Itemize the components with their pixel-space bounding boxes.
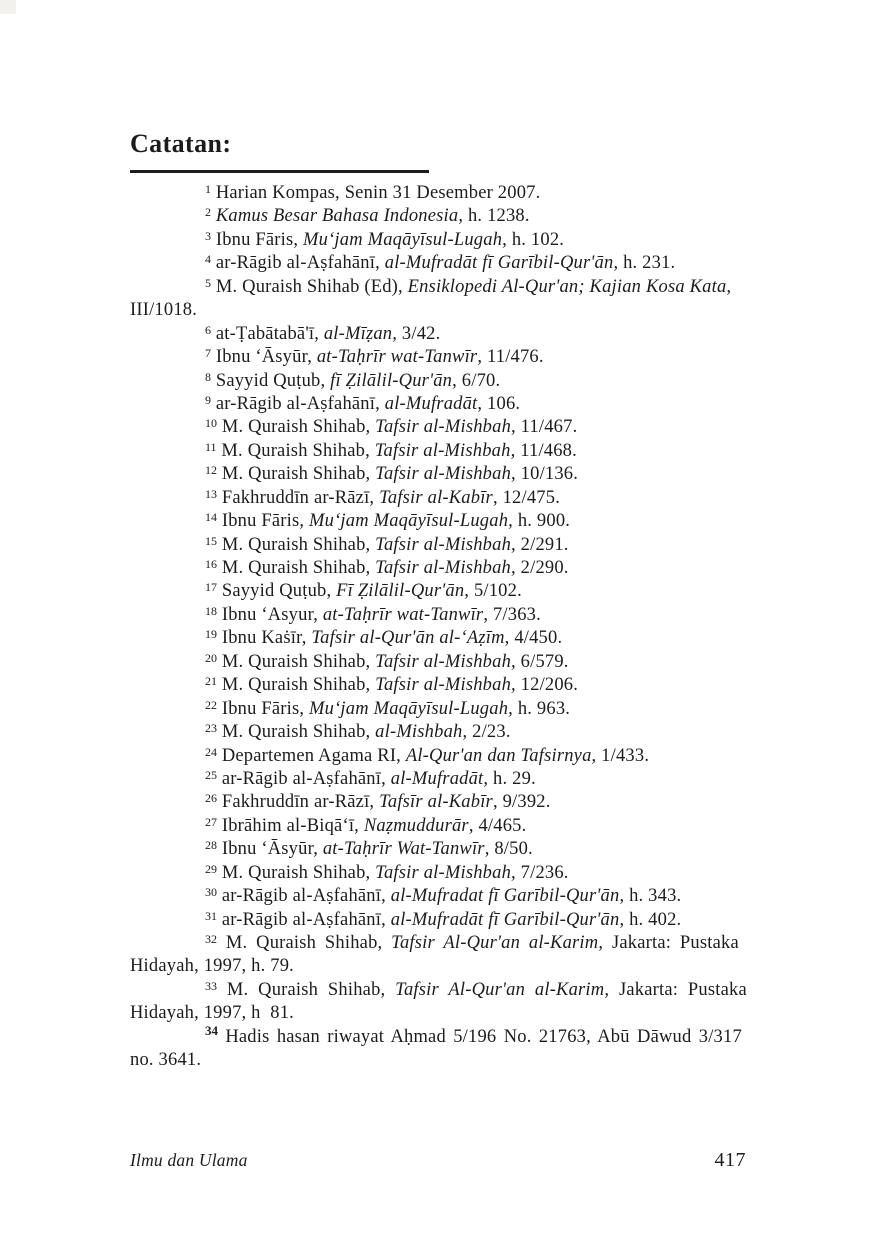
- footnote-text: M. Quraish Shihab (Ed),: [215, 276, 408, 297]
- footnote-text: 3/42.: [397, 323, 441, 344]
- footnote-text: Departemen Agama RI,: [221, 745, 406, 766]
- footnote-text: M. Quraish Shihab,: [221, 464, 376, 485]
- footnote-text: ar-Rāgib al-Aṣfahānī,: [221, 886, 391, 907]
- footnote-title-text: Naẓmuddurār: [363, 815, 469, 836]
- footnote-text: 7/236.: [515, 862, 569, 883]
- footnote-title-text: al-Mishbah: [375, 722, 463, 743]
- page-number: 417: [714, 1149, 746, 1171]
- footnote-continuation-line: [130, 955, 752, 978]
- footnote-line-3: 3 Ibnu Fāris, Mu‘jam Maqāyīsul-Lugah, h. 102.: [205, 228, 565, 250]
- footnote-title-text: Tafsir al-Mishbah,: [375, 417, 516, 438]
- footnote-line-19: 19 Ibnu Kaṡīr, Tafsir al-Qur'ān al-‘Aẓīm, 4/450.: [205, 627, 563, 649]
- footnote-line-33: 33 M. Quraish Shihab, Tafsir Al-Qur'an al-Karim, Jakarta: Pustaka: [205, 978, 747, 1000]
- footnote-title-text: al-Mufradāt,: [390, 768, 489, 789]
- footnote-text: M. Quraish Shihab,: [221, 534, 376, 555]
- footnote-line-10: 10 M. Quraish Shihab, Tafsir al-Mishbah, 11/467.: [205, 416, 578, 438]
- footnote-text: M. Quraish Shihab,: [225, 933, 392, 953]
- footnote-line-17: 17 Sayyid Quṭub, Fī Ẓilālil-Qur'ān, 5/102.: [205, 580, 522, 602]
- heading-underline: [130, 170, 429, 173]
- footnote-line-5: 5 M. Quraish Shihab (Ed), Ensiklopedi Al-Qur'an; Kajian Kosa Kata,: [205, 275, 732, 297]
- footnote-line-7: 7 Ibnu ‘Āsyūr, at-Taḥrīr wat-Tanwīr, 11/476.: [205, 346, 544, 368]
- footnote-title-text: Tafsir al-Mishbah,: [375, 651, 516, 672]
- footnote-line-12: 12 M. Quraish Shihab, Tafsir al-Mishbah, 10/136.: [205, 463, 579, 485]
- footnote-line-1: 1 Harian Kompas, Senin 31 Desember 2007.: [205, 182, 541, 203]
- footnote-line-30: 30 ar-Rāgib al-Aṣfahānī, al-Mufradat fī Garībil-Qur'ān, h. 343.: [205, 885, 682, 907]
- footnote-text: ar-Rāgib al-Aṣfahānī,: [221, 909, 391, 930]
- footnote-title-text: Kamus Besar Bahasa Indonesia: [215, 206, 459, 227]
- footnote-text: Ibnu ‘Āsyūr,: [215, 347, 317, 368]
- footnote-text: Sayyid Quṭub,: [215, 370, 331, 391]
- footnote-text: 10/136.: [515, 464, 579, 485]
- footnote-text: , 7/363.: [483, 604, 541, 625]
- footnote-line-4: 4 ar-Rāgib al-Aṣfahānī, al-Mufradāt fī Garībil-Qur'ān, h. 231.: [205, 252, 676, 274]
- footnote-title-text: al-Mufradat fī Garībil-Qur'ān: [390, 886, 620, 907]
- footnote-line-32: 32 M. Quraish Shihab, Tafsir Al-Qur'an al-Karim, Jakarta: Pustaka: [205, 932, 739, 953]
- page-title: Catatan:: [130, 129, 232, 158]
- footnote-line-25: 25 ar-Rāgib al-Aṣfahānī, al-Mufradāt, h. 29.: [205, 767, 536, 789]
- footnote-title-text: al-Mīẓan,: [323, 323, 398, 344]
- footnote-title-text: Tafsir al-Mishbah,: [375, 862, 516, 883]
- footnote-text: h. 900.: [513, 511, 571, 532]
- page-footer: [130, 1149, 746, 1172]
- footnote-text: h. 29.: [488, 768, 536, 789]
- footnote-title-text: Tafsir al-Qur'ān al-‘Aẓīm: [311, 628, 505, 649]
- footnote-text: h. 102.: [507, 229, 565, 250]
- footnote-line-2: 2 Kamus Besar Bahasa Indonesia, h. 1238.: [205, 205, 530, 227]
- footnote-title-text: al-Mufradāt fī Garībil-Qur'ān: [384, 253, 614, 274]
- footnote-text: Hidayah, 1997, h. 79.: [130, 956, 294, 977]
- footnote-title-text: Al-Qur'an dan Tafsirnya,: [405, 745, 597, 766]
- footnote-title-text: Tafsir Al-Qur'an al-Karim: [391, 933, 599, 953]
- footnote-text: Ibrāhim al-Biqā‘ī,: [221, 815, 364, 836]
- footnote-text: ar-Rāgib al-Aṣfahānī,: [215, 253, 385, 274]
- footnote-text: , 6/70.: [452, 370, 501, 391]
- footnote-text: M. Quraish Shihab,: [226, 979, 396, 1000]
- footnote-text: , Jakarta: Pustaka: [598, 933, 739, 953]
- footnote-text: M. Quraish Shihab,: [221, 651, 376, 672]
- footnote-title-text: Tafsīr al-Kabīr: [379, 792, 493, 813]
- footnote-text: 2/290.: [515, 558, 569, 578]
- footnote-text: M. Quraish Shihab,: [221, 722, 376, 743]
- footnote-title-text: at-Taḥrīr wat-Tanwīr: [322, 604, 484, 625]
- footnote-title-text: Fī Ẓilālil-Qur'ān: [336, 581, 465, 602]
- footnote-title-text: Tafsir al-Mishbah,: [375, 534, 516, 555]
- footnote-title-text: Tafsir al-Mishbah,: [375, 675, 516, 696]
- footnote-line-29: 29 M. Quraish Shihab, Tafsir al-Mishbah, 7/236.: [205, 861, 569, 883]
- footnote-text: , 12/475.: [492, 487, 561, 508]
- footnote-title-text: Tafsir al-Kabīr: [379, 487, 493, 508]
- footnote-title-text: Mu‘jam Maqāyīsul-Lugah,: [303, 229, 507, 250]
- footnote-title-text: Mu‘jam Maqāyīsul-Lugah,: [309, 698, 513, 719]
- footnote-title-text: Tafsir al-Mishbah,: [375, 464, 516, 485]
- footnote-line-6: 6 at-Ṭabātabā'ī, al-Mīẓan, 3/42.: [205, 322, 441, 344]
- footnote-text: M. Quraish Shihab,: [221, 417, 376, 438]
- footnote-text: , 4/450.: [504, 628, 563, 649]
- footnote-text: , 9/392.: [492, 792, 551, 813]
- footnote-line-20: 20 M. Quraish Shihab, Tafsir al-Mishbah, 6/579.: [205, 650, 569, 672]
- footnote-line-15: 15 M. Quraish Shihab, Tafsir al-Mishbah, 2/291.: [205, 533, 569, 555]
- footnote-text: Ibnu Fāris,: [215, 229, 304, 250]
- footnote-text: 6/579.: [515, 651, 569, 672]
- footnote-text: Harian Kompas, Senin 31 Desember 2007.: [215, 183, 541, 203]
- footnote-text: 12/206.: [515, 675, 579, 696]
- footnote-text: Sayyid Quṭub,: [221, 581, 337, 602]
- footnote-line-23: 23 M. Quraish Shihab, al-Mishbah, 2/23.: [205, 721, 511, 743]
- footnote-line-16: 16 M. Quraish Shihab, Tafsir al-Mishbah, 2/290.: [205, 557, 569, 578]
- footnote-text: ar-Rāgib al-Aṣfahānī,: [215, 393, 385, 414]
- footnote-line-8: 8 Sayyid Quṭub, fī Ẓilālil-Qur'ān, 6/70.: [205, 369, 501, 391]
- footnote-text: Ibnu Kaṡīr,: [221, 628, 312, 649]
- footnote-text: Ibnu ‘Asyur,: [221, 604, 323, 625]
- footnote-continuation-line: [130, 1002, 752, 1025]
- footnote-text: M. Quraish Shihab,: [221, 440, 375, 461]
- footnote-title-text: al-Mufradāt fī Garībil-Qur'ān: [390, 909, 620, 930]
- footnote-title-text: Tafsir al-Mishbah,: [374, 440, 516, 461]
- footnote-title-text: at-Taḥrīr wat-Tanwīr: [316, 347, 478, 368]
- footnote-text: Hadis hasan riwayat Aḥmad 5/196 No. 21763, Abū Dāwud 3/317: [225, 1026, 742, 1047]
- footnotes: [130, 182, 752, 1073]
- footnote-text: 11/467.: [515, 417, 578, 438]
- footnote-line-26: 26 Fakhruddīn ar-Rāzī, Tafsīr al-Kabīr, 9/392.: [205, 791, 551, 813]
- footnote-text: , 4/465.: [468, 815, 527, 836]
- footnote-text: , 5/102.: [464, 581, 522, 602]
- footnote-line-21: 21 M. Quraish Shihab, Tafsir al-Mishbah, 12/206.: [205, 674, 579, 696]
- footnote-line-27: 27 Ibrāhim al-Biqā‘ī, Naẓmuddurār, 4/465.: [205, 814, 527, 836]
- footnote-text: Fakhruddīn ar-Rāzī,: [221, 792, 380, 813]
- footnote-line-34: 34 Hadis hasan riwayat Aḥmad 5/196 No. 21763, Abū Dāwud 3/317: [205, 1022, 742, 1047]
- footnote-text: M. Quraish Shihab,: [221, 675, 376, 696]
- footnote-line-18: 18 Ibnu ‘Asyur, at-Taḥrīr wat-Tanwīr, 7/363.: [205, 603, 541, 625]
- footnote-text: Ibnu Fāris,: [221, 511, 310, 532]
- footnote-text: III/1018.: [130, 300, 198, 321]
- footnote-line-11: 11 M. Quraish Shihab, Tafsir al-Mishbah, 11/468.: [205, 439, 577, 461]
- footnote-line-31: 31 ar-Rāgib al-Aṣfahānī, al-Mufradāt fī Garībil-Qur'ān, h. 402.: [205, 908, 682, 930]
- footnote-title-text: at-Taḥrīr Wat-Tanwīr: [322, 839, 485, 860]
- footnote-text: no. 3641.: [130, 1050, 202, 1071]
- footnote-line-28: 28 Ibnu ‘Āsyūr, at-Taḥrīr Wat-Tanwīr, 8/50.: [205, 838, 533, 860]
- footnote-text: , 11/476.: [477, 347, 544, 368]
- footnote-text: M. Quraish Shihab: [221, 558, 366, 578]
- footnote-title-text: Tafsir Al-Qur'an al-Karim,: [395, 979, 610, 1000]
- footnote-continuation-line: [130, 299, 752, 322]
- footnote-text: h. 963.: [513, 698, 571, 719]
- footnote-text: , h. 231.: [613, 253, 676, 274]
- footnote-text: ar-Rāgib al-Aṣfahānī,: [221, 768, 391, 789]
- scan-artifact: [0, 0, 16, 14]
- footnote-text: Ibnu Fāris,: [221, 698, 310, 719]
- footnote-text: at-Ṭabātabā'ī,: [215, 323, 324, 344]
- footnote-text: Ibnu ‘Āsyūr,: [221, 839, 323, 860]
- running-title: Ilmu dan Ulama: [130, 1150, 248, 1170]
- footnote-line-9: 9 ar-Rāgib al-Aṣfahānī, al-Mufradāt, 106.: [205, 392, 521, 414]
- footnote-text: , 8/50.: [484, 839, 533, 860]
- footnote-line-13: 13 Fakhruddīn ar-Rāzī, Tafsir al-Kabīr, 12/475.: [205, 486, 561, 508]
- footnote-text: 2/291.: [515, 534, 569, 555]
- footnote-title-text: Ensiklopedi Al-Qur'an; Kajian Kosa Kata,: [407, 276, 732, 297]
- footnote-text: , h. 1238.: [458, 206, 530, 227]
- footnote-title-text: , Tafsir al-Mishbah,: [365, 558, 516, 578]
- footnote-text: 11/468.: [515, 440, 577, 461]
- footnote-text: , h. 402.: [619, 909, 682, 930]
- footnote-line-24: 24 Departemen Agama RI, Al-Qur'an dan Tafsirnya, 1/433.: [205, 744, 650, 766]
- footnote-line-22: 22 Ibnu Fāris, Mu‘jam Maqāyīsul-Lugah, h. 963.: [205, 697, 571, 719]
- footnote-title-text: Mu‘jam Maqāyīsul-Lugah,: [309, 511, 513, 532]
- footnote-continuation-line: [130, 1049, 752, 1072]
- footnote-title-text: fī Ẓilālil-Qur'ān: [330, 370, 453, 391]
- footnote-text: Fakhruddīn ar-Rāzī,: [221, 487, 380, 508]
- footnote-text: , h. 343.: [619, 886, 682, 907]
- footnote-line-14: 14 Ibnu Fāris, Mu‘jam Maqāyīsul-Lugah, h. 900.: [205, 510, 571, 532]
- footnote-title-text: al-Mufradāt: [384, 393, 478, 414]
- footnote-text: , 2/23.: [462, 722, 511, 743]
- footnote-text: M. Quraish Shihab,: [221, 862, 376, 883]
- footnote-text: 1/433.: [596, 745, 650, 766]
- footnote-text: Jakarta: Pustaka: [609, 979, 747, 1000]
- footnote-text: , 106.: [477, 393, 521, 414]
- footnote-text: Hidayah, 1997, h 81.: [130, 1003, 294, 1024]
